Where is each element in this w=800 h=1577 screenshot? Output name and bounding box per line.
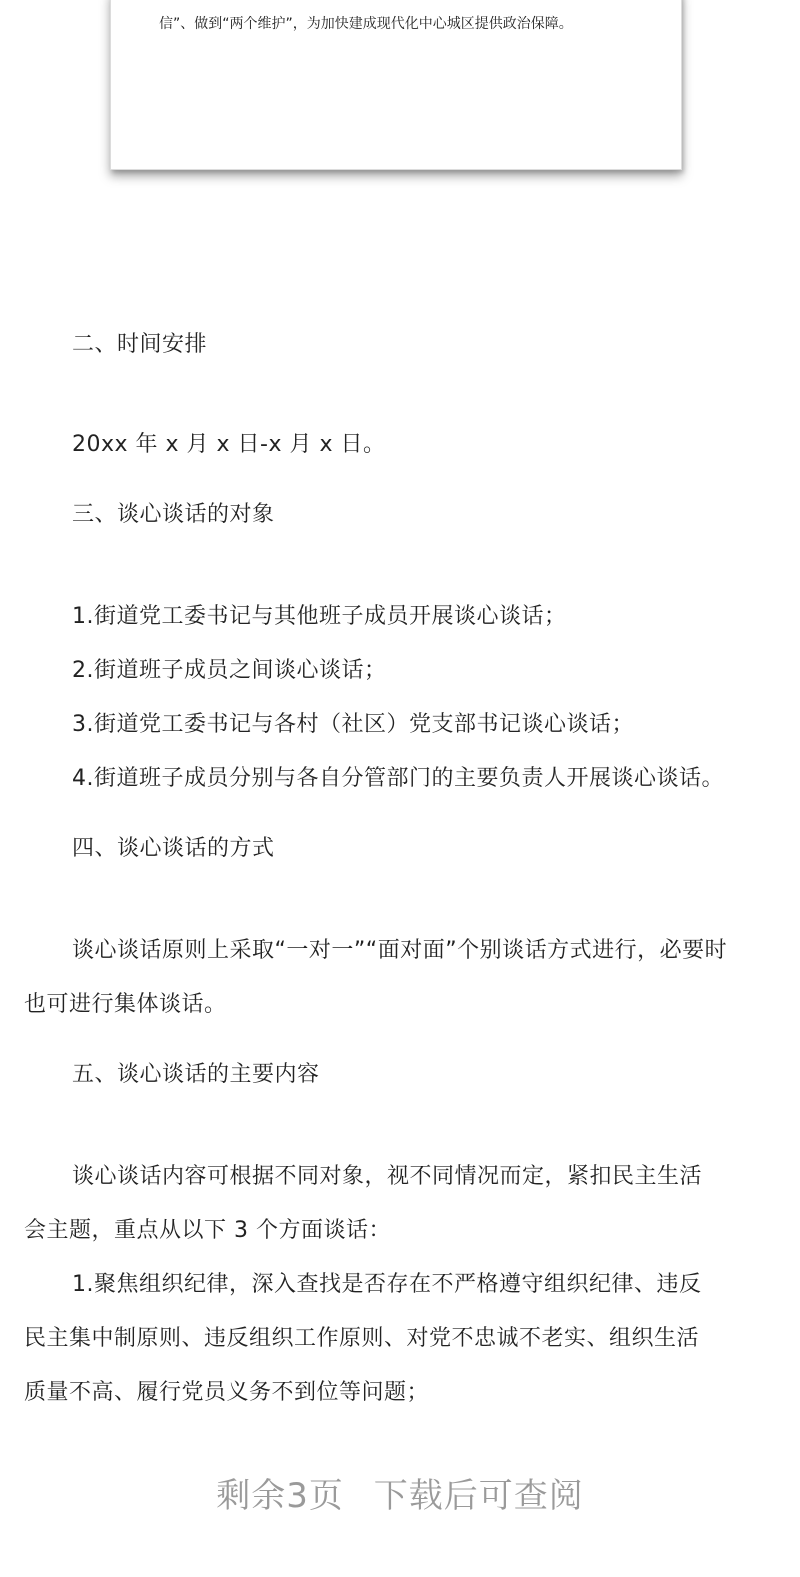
content-item1-line-3: 质量不高、履行党员义务不到位等问题； [24,1380,430,1405]
target-item-4: 4.街道班子成员分别与各自分管部门的主要负责人开展谈心谈话。 [72,766,724,791]
time-value: 20xx 年 x 月 x 日-x 月 x 日。 [72,432,386,457]
section-heading-time: 二、时间安排 [72,332,208,357]
target-item-3: 3.街道党工委书记与各村（社区）党支部书记谈心谈话； [72,712,634,737]
card-text-line: 信”、做到“两个维护”，为加快建成现代化中心城区提供政治保障。 [159,16,573,32]
target-item-1: 1.街道党工委书记与其他班子成员开展谈心谈话； [72,604,567,629]
content-item1-line-1: 1.聚焦组织纪律，深入查找是否存在不严格遵守组织纪律、违反 [72,1272,702,1297]
content-intro-line-2: 会主题，重点从以下 3 个方面谈话： [24,1218,391,1243]
method-line-2: 也可进行集体谈话。 [24,992,227,1017]
content-item1-line-2: 民主集中制原则、违反组织工作原则、对党不忠诚不老实、组织生活 [24,1326,700,1351]
section-heading-content: 五、谈心谈话的主要内容 [72,1062,320,1087]
section-heading-method: 四、谈心谈话的方式 [72,836,275,861]
preview-page-card [110,0,682,170]
target-item-2: 2.街道班子成员之间谈心谈话； [72,658,387,683]
content-intro-line-1: 谈心谈话内容可根据不同对象，视不同情况而定，紧扣民主生活 [72,1164,703,1189]
remaining-pages-notice[interactable]: 剩余3页 下载后可查阅 [216,1476,584,1516]
section-heading-targets: 三、谈心谈话的对象 [72,502,275,527]
method-line-1: 谈心谈话原则上采取“一对一”“面对面”个别谈话方式进行，必要时 [72,938,728,963]
